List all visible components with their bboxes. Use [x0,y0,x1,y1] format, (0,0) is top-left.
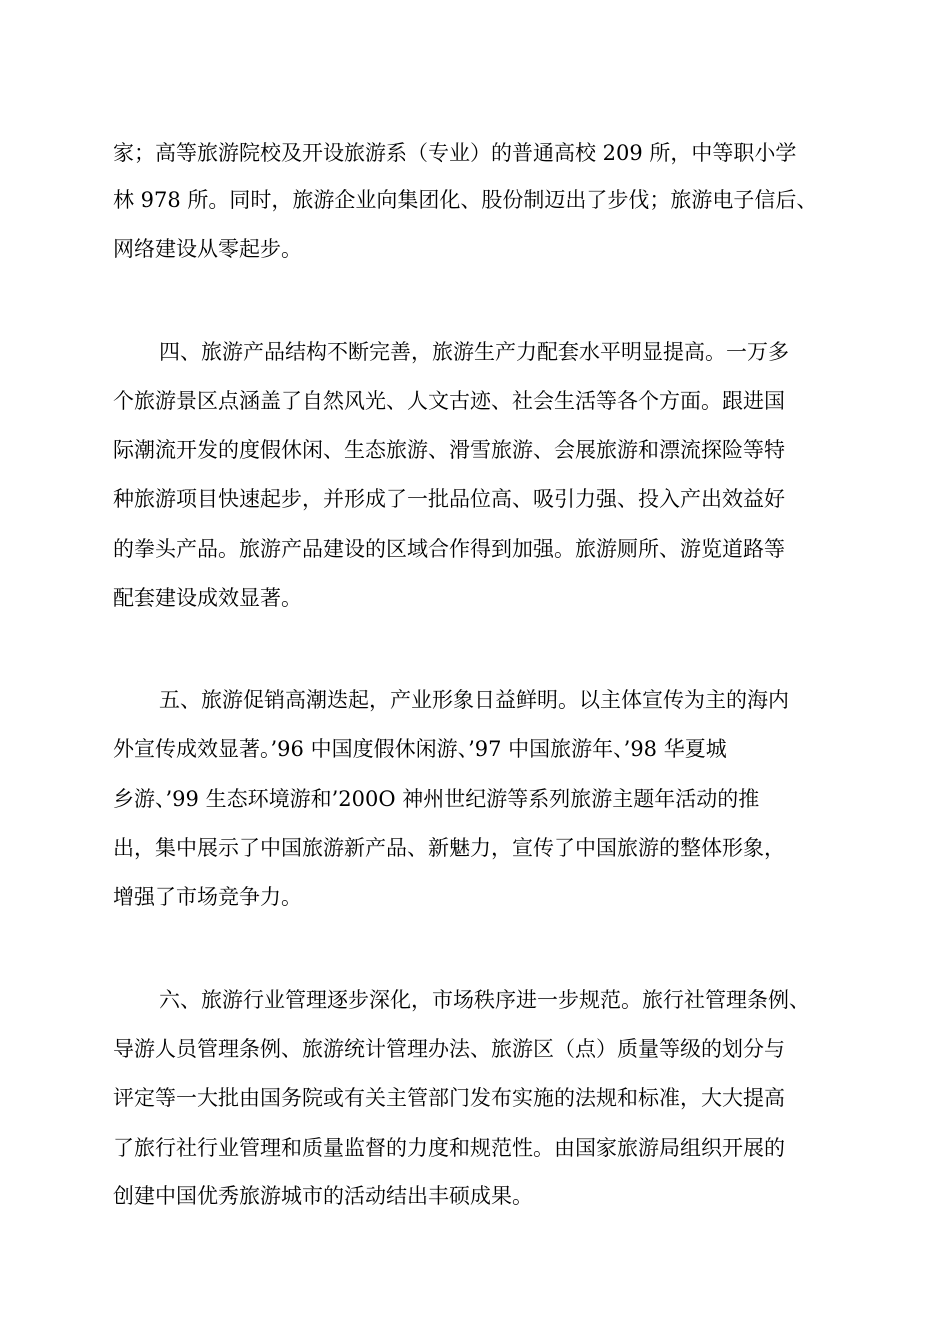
paragraph-line: 创建中国优秀旅游城市的活动结出丰硕成果。 [113,1184,533,1208]
paragraph-line: 了旅行社行业管理和质量监督的力度和规范性。由国家旅游局组织开展的 [113,1136,785,1160]
paragraph-line: 外宣传成效显著。’96 中国度假休闲游、’97 中国旅游年、’98 华夏城 [113,737,727,761]
paragraph-line: 六、旅游行业管理逐步深化，市场秩序进一步规范。旅行社管理条例、 [159,988,810,1012]
paragraph-line: 的拳头产品。旅游产品建设的区域合作得到加强。旅游厕所、游览道路等 [113,537,785,561]
paragraph-line: 四、旅游产品结构不断完善，旅游生产力配套水平明显提高。一万多 [159,340,789,364]
paragraph-line: 网络建设从零起步。 [113,237,302,261]
paragraph-line: 个旅游景区点涵盖了自然风光、人文古迹、社会生活等各个方面。跟进国 [113,389,785,413]
paragraph-line: 评定等一大批由国务院或有关主管部门发布实施的法规和标准，大大提高 [113,1086,785,1110]
paragraph-line: 乡游、’99 生态环境游和’200O 神州世纪游等系列旅游主题年活动的推 [113,787,760,811]
paragraph-line: 家；高等旅游院校及开设旅游系（专业）的普通高校 209 所，中等职小学 [113,141,797,165]
paragraph-line: 出，集中展示了中国旅游新产品、新魅力，宣传了中国旅游的整体形象， [113,836,785,860]
paragraph-line: 配套建设成效显著。 [113,586,302,610]
paragraph-line: 林 978 所。同时，旅游企业向集团化、股份制迈出了步伐；旅游电子信后、 [113,188,818,212]
paragraph-line: 增强了市场竞争力。 [113,885,302,909]
paragraph-line: 五、旅游促销高潮迭起，产业形象日益鲜明。以主体宣传为主的海内 [159,688,789,712]
paragraph-line: 种旅游项目快速起步，并形成了一批品位高、吸引力强、投入产出效益好 [113,487,785,511]
paragraph-line: 际潮流开发的度假休闲、生态旅游、滑雪旅游、会展旅游和漂流探险等特 [113,438,785,462]
paragraph-line: 导游人员管理条例、旅游统计管理办法、旅游区（点）质量等级的划分与 [113,1037,785,1061]
